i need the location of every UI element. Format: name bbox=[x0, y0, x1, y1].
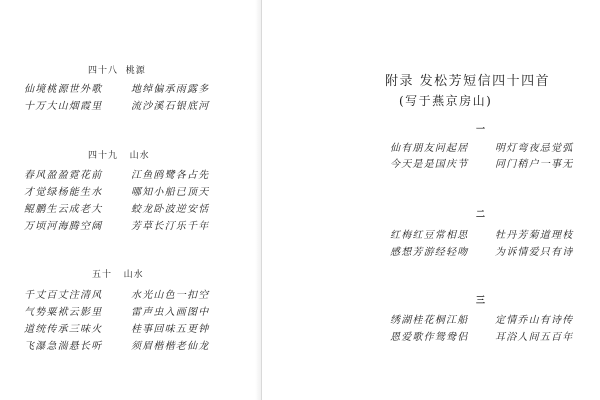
poem-line: 飞瀑急湍悬长听 bbox=[24, 341, 103, 352]
poem-line: 今天是是国庆节 bbox=[390, 159, 469, 170]
poem-line: 地绰偏承雨露多 bbox=[131, 84, 210, 95]
poem-heading bbox=[88, 148, 150, 161]
poem-line: 道统传承三味火 bbox=[24, 324, 103, 335]
gutter-shadow bbox=[255, 0, 261, 400]
poem-line: 恩爱歌作鸳鸯侣 bbox=[390, 332, 469, 343]
poem-line: 哪知小船已顶天 bbox=[131, 187, 210, 198]
poem-line: 江鱼鸥鹭各占先 bbox=[131, 170, 210, 181]
poem-line: 千丈百丈注清风 bbox=[24, 290, 103, 301]
poem-line: 定情乔山有诗传 bbox=[495, 315, 574, 326]
poem-line: 为诉情爱只有诗 bbox=[495, 247, 574, 258]
poem-line: 须眉楷楷老仙龙 bbox=[131, 341, 210, 352]
right-page bbox=[262, 0, 600, 400]
poem-heading bbox=[92, 267, 144, 280]
poem-line: 感想芳游经轻吻 bbox=[390, 247, 469, 258]
left-page bbox=[0, 0, 262, 400]
poem-line: 耳浴人间五百年 bbox=[495, 332, 574, 343]
poem-line: 红梅红豆常相思 bbox=[390, 230, 469, 241]
section-numeral: 一 bbox=[476, 125, 486, 135]
poem-number: 四十九 bbox=[88, 151, 119, 161]
poem-line: 春风盈盈霓花前 bbox=[24, 170, 103, 181]
poem-number: 四十八 bbox=[88, 66, 119, 76]
appendix-title: 附录 发松芳短信四十四首 bbox=[385, 74, 551, 89]
section-numeral: 二 bbox=[476, 210, 486, 220]
poem-line: 水光山色一扣空 bbox=[131, 290, 210, 301]
poem-line: 万顷河海腾空阔 bbox=[24, 221, 103, 232]
poem-line: 鲲鹏生云成老大 bbox=[24, 204, 103, 215]
poem-title: 山水 bbox=[129, 151, 150, 161]
section-numeral: 三 bbox=[476, 296, 486, 306]
poem-line: 流沙溪石银底河 bbox=[131, 101, 210, 112]
poem-number: 五十 bbox=[92, 270, 113, 280]
poem-heading bbox=[88, 63, 146, 76]
poem-line: 牡丹芳菊道理枝 bbox=[495, 230, 574, 241]
poem-line: 雷声虫入画图中 bbox=[131, 307, 210, 318]
poem-line: 明灯弯夜忌觉弧 bbox=[495, 143, 574, 154]
poem-line: 桂事回味五更钟 bbox=[131, 324, 210, 335]
poem-line: 绣湖桂花桐江船 bbox=[390, 315, 469, 326]
appendix-subtitle: (写于燕京房山) bbox=[399, 94, 493, 108]
poem-line: 同门稍户一事无 bbox=[495, 159, 574, 170]
poem-line: 蛟龙卧波逆安恬 bbox=[131, 204, 210, 215]
poem-title: 山水 bbox=[123, 270, 144, 280]
poem-line: 才觉绿杨能生水 bbox=[24, 187, 103, 198]
poem-line: 气势粟袱云影里 bbox=[24, 307, 103, 318]
poem-title: 桃源 bbox=[125, 66, 146, 76]
poem-line: 十万大山烟霞里 bbox=[24, 101, 103, 112]
poem-line: 仙境桃源世外歌 bbox=[24, 84, 103, 95]
poem-line: 芳草长汀乐千年 bbox=[131, 221, 210, 232]
poem-line: 仙有朋友问起居 bbox=[390, 143, 469, 154]
